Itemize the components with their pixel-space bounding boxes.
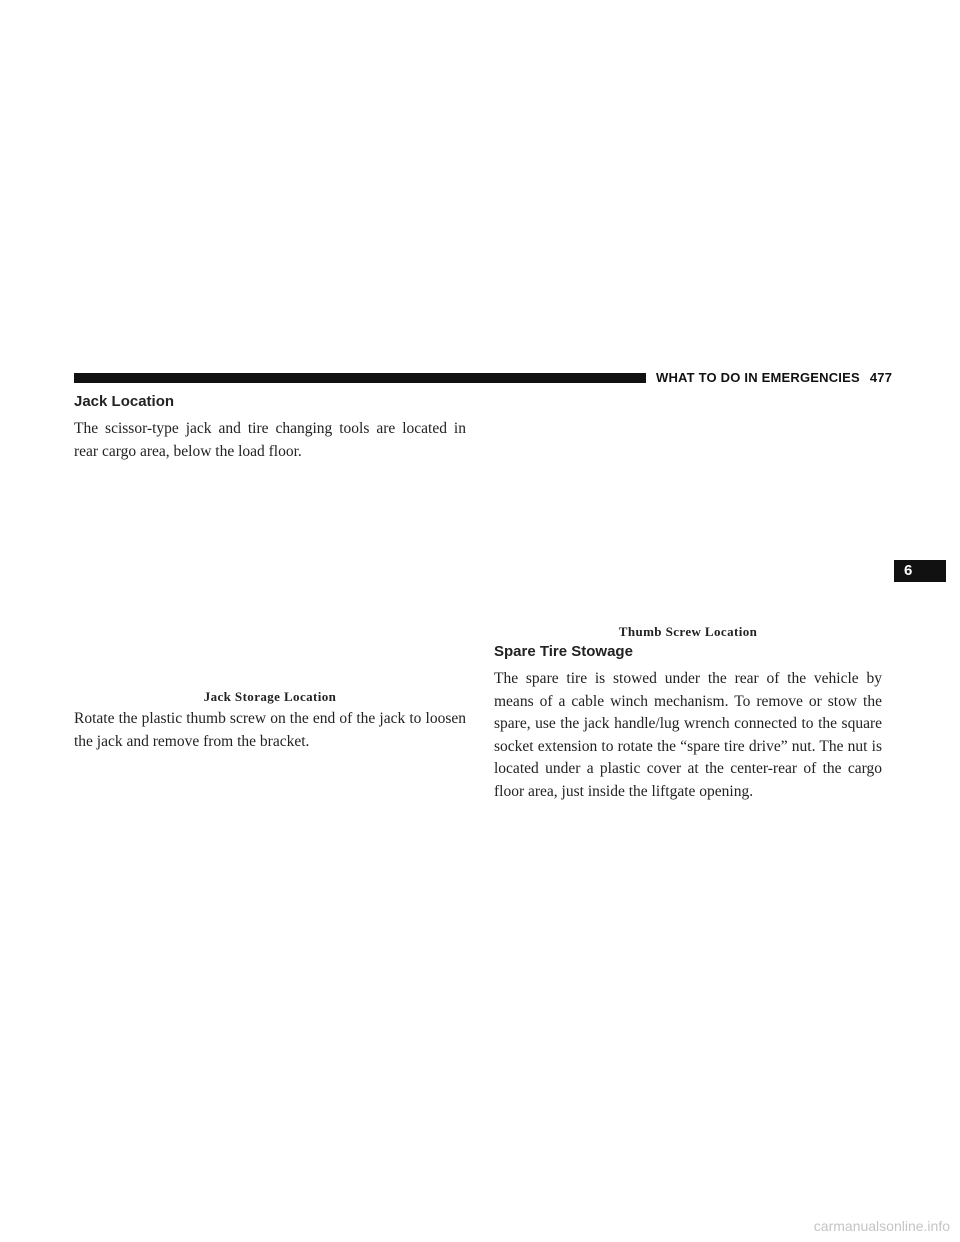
jack-removal-instruction: Rotate the plastic thumb screw on the end of the jack to loosen the jack and remove from the bracket. xyxy=(74,710,466,750)
chapter-tab: 6 xyxy=(894,560,946,582)
site-watermark: carmanualsonline.info xyxy=(813,1218,950,1234)
running-header xyxy=(656,369,893,387)
spare-tire-stowage-heading: Spare Tire Stowage xyxy=(494,643,633,660)
header-rule xyxy=(74,373,646,383)
jack-location-intro: The scissor-type jack and tire changing tools are located in rear cargo area, below the load floor. xyxy=(74,420,466,460)
jack-storage-caption: Jack Storage Location xyxy=(203,689,337,704)
spare-tire-stowage-body: The spare tire is stowed under the rear of the vehicle by means of a cable winch mechanism. To remove or stow the spare, use the jack handle/lug wrench connected to the square socket extension to rotate the “spare tire drive” nut. The nut is located under a plastic cover at the center-rear of the cargo floor area, just inside the liftgate opening. xyxy=(494,670,882,800)
thumb-screw-figure xyxy=(494,392,882,622)
thumb-screw-caption: Thumb Screw Location xyxy=(618,624,758,639)
jack-location-heading: Jack Location xyxy=(74,393,175,410)
page-number: 477 xyxy=(869,370,893,385)
header-section-title: WHAT TO DO IN EMERGENCIES xyxy=(656,370,860,385)
jack-storage-figure xyxy=(74,468,466,686)
